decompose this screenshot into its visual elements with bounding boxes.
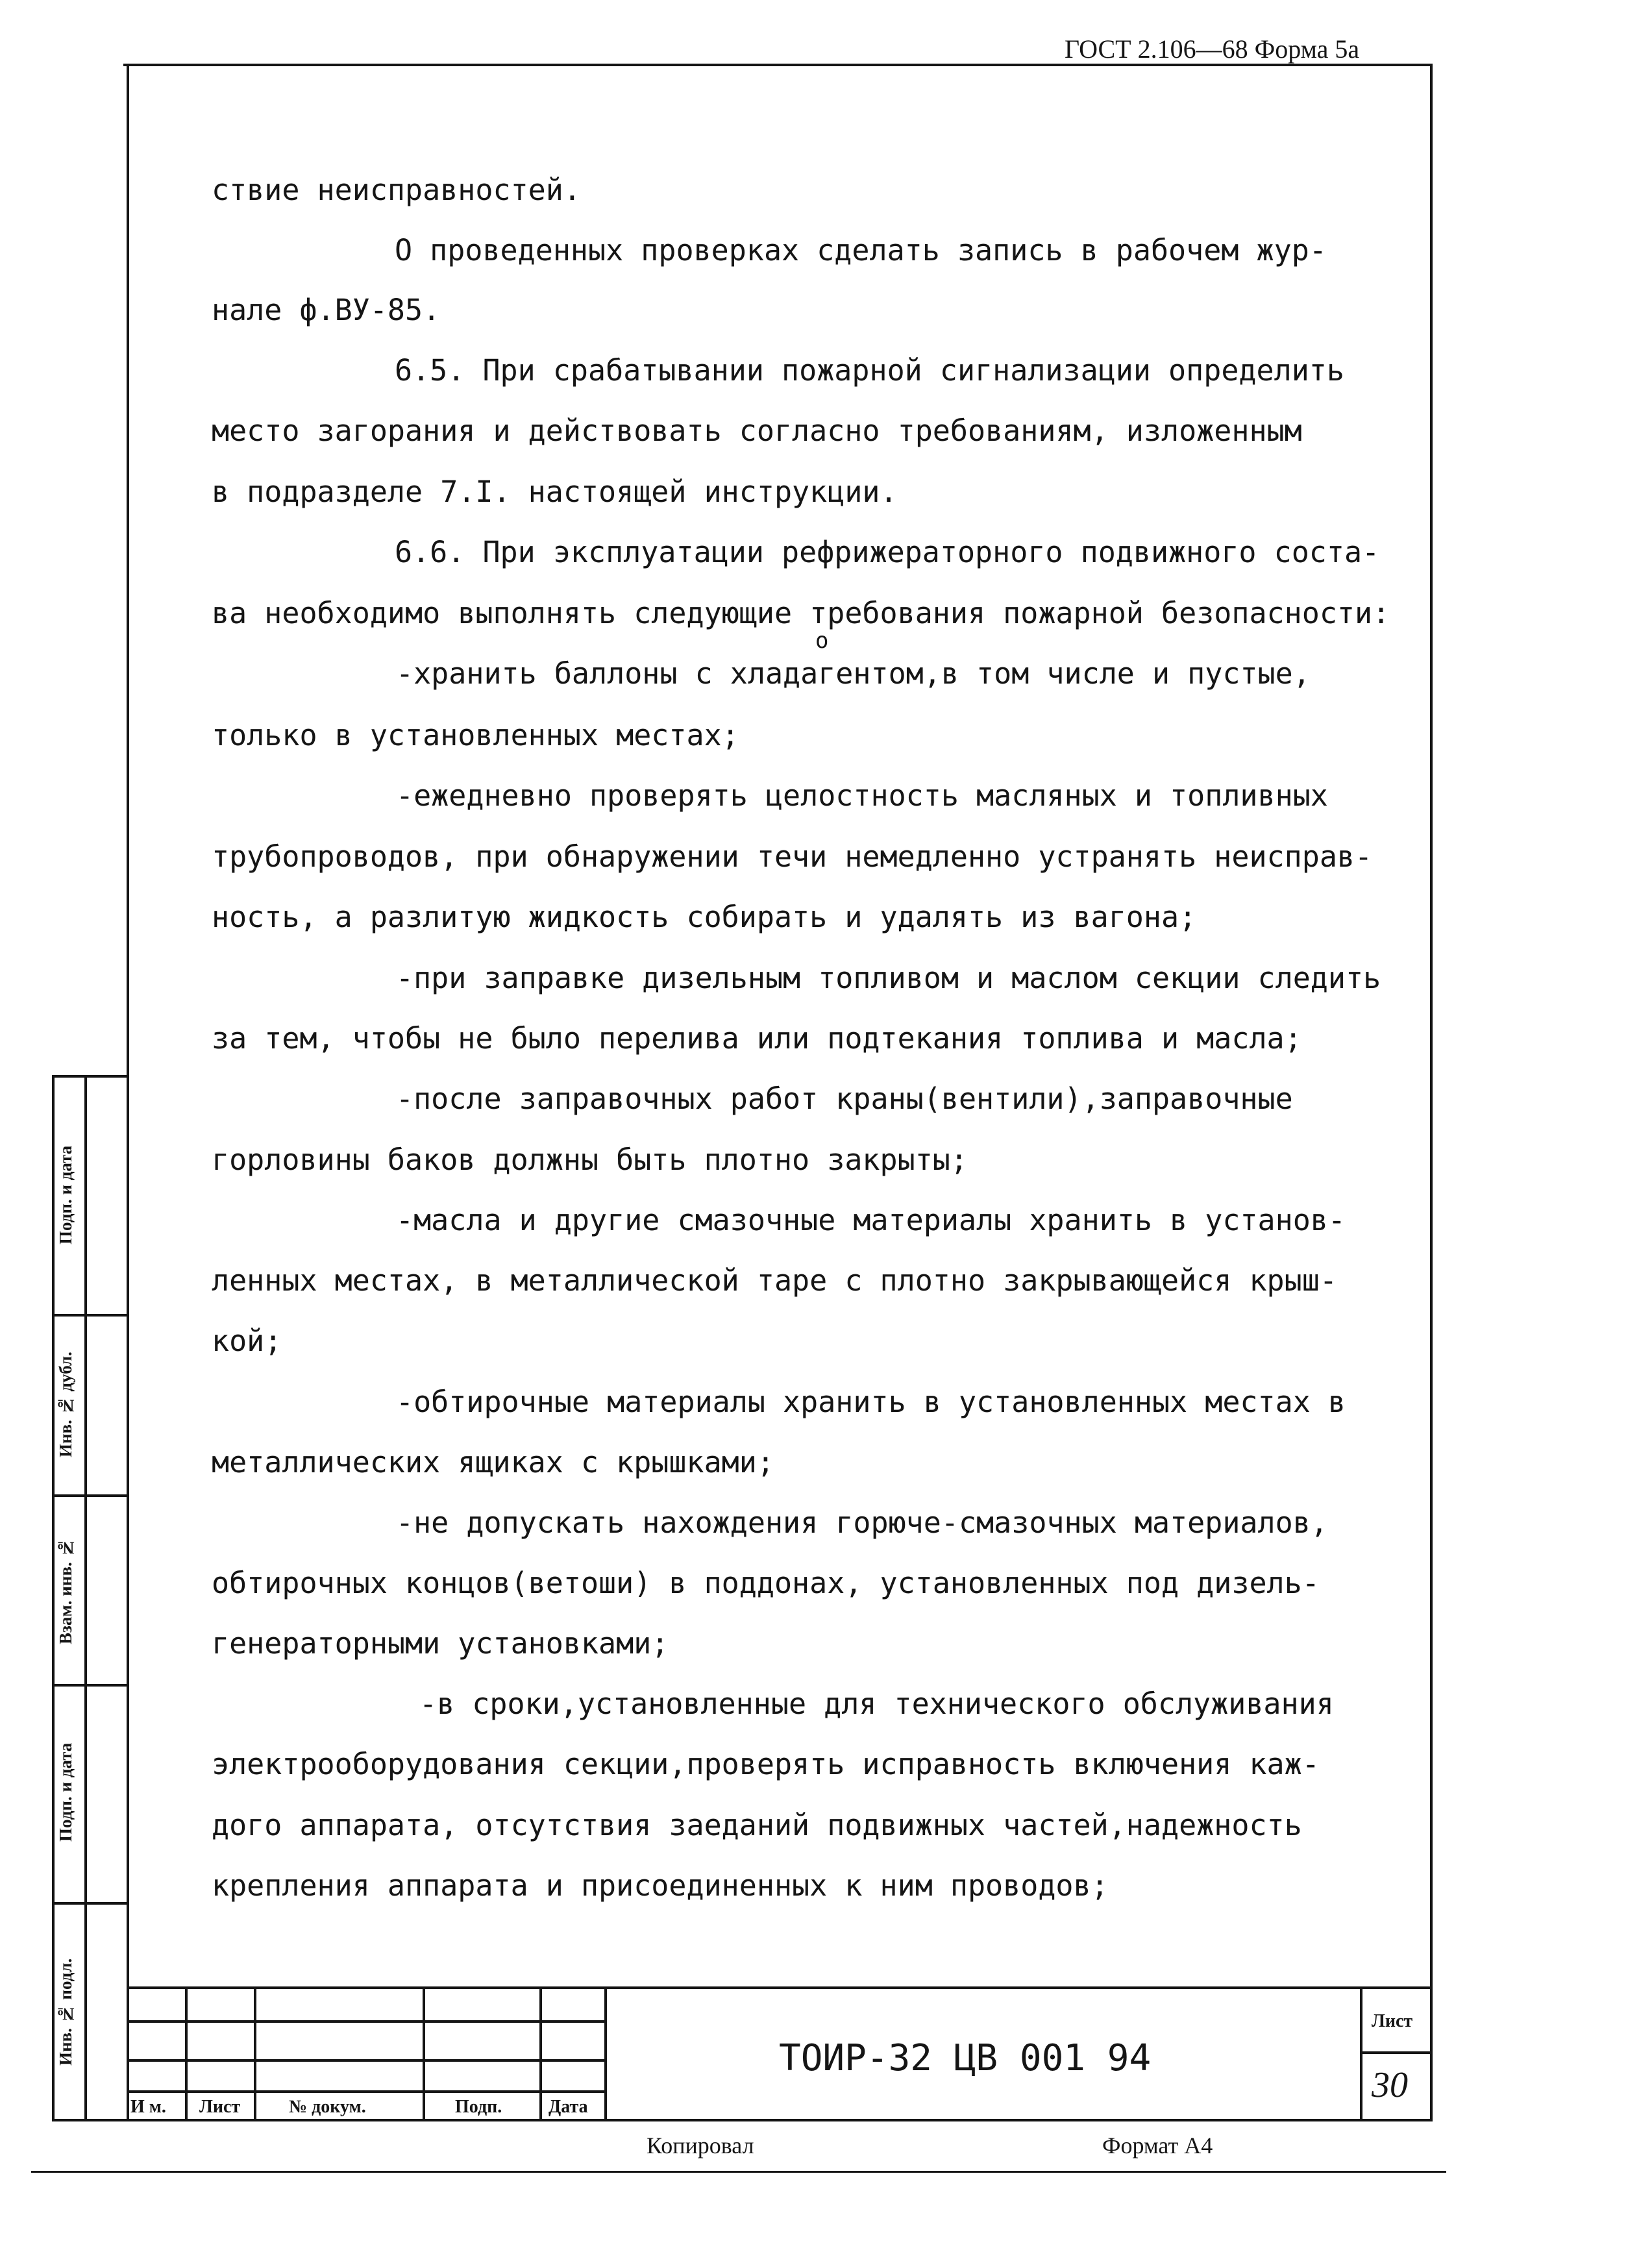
text-line: -хранить баллоны с хладагентом,в том числе и пустые, xyxy=(396,656,1311,691)
text-line: дого аппарата, отсутствия заеданий подвижных частей,надежность xyxy=(212,1808,1302,1842)
text-line: -при заправке дизельным топливом и маслом секции следить xyxy=(396,961,1381,995)
text-line: металлических ящиках с крышками; xyxy=(212,1445,774,1479)
text-line: электрооборудования секции,проверять исправность включения каж- xyxy=(212,1747,1320,1781)
col-list: Лист xyxy=(199,2097,241,2117)
copied-label: Копировал xyxy=(647,2133,754,2158)
side-stamp xyxy=(52,1075,128,2121)
text-line: кой; xyxy=(212,1324,282,1358)
col-izm: И м. xyxy=(130,2097,166,2117)
side-stamp-dup-inv: Инв. № дубл. xyxy=(56,1352,75,1457)
footer-rule xyxy=(31,2171,1446,2173)
sheet-label: Лист xyxy=(1372,2011,1413,2031)
col-doc-number: № докум. xyxy=(289,2097,366,2117)
correction-mark: о xyxy=(815,628,829,654)
frame-right-line xyxy=(1430,64,1433,2120)
text-line: нале ф.ВУ-85. xyxy=(212,293,441,327)
side-stamp-orig-inv: Инв. № подл. xyxy=(56,1958,75,2066)
text-line: ность, а разлитую жидкость собирать и удалять из вагона; xyxy=(212,900,1197,934)
text-line: 6.6. При эксплуатации рефрижераторного подвижного соста- xyxy=(395,535,1380,569)
text-line: -масла и другие смазочные материалы хранить в установ- xyxy=(396,1203,1346,1237)
text-line: -обтирочные материалы хранить в установленных местах в xyxy=(396,1385,1346,1419)
side-stamp-sign-date-2: Подп. и дата xyxy=(56,1145,75,1244)
col-signature: Подп. xyxy=(455,2097,502,2117)
text-line: трубопроводов, при обнаружении течи немедленно устранять неисправ- xyxy=(212,839,1373,874)
text-line: -не допускать нахождения горюче-смазочных материалов, xyxy=(396,1505,1328,1540)
text-line: -после заправочных работ краны(вентили),заправочные xyxy=(396,1082,1293,1116)
text-line: в подразделе 7.I. настоящей инструкции. xyxy=(212,475,898,509)
text-line: генераторными установками; xyxy=(212,1626,669,1661)
text-line: только в установленных местах; xyxy=(212,718,739,752)
col-date: Дата xyxy=(549,2097,588,2117)
text-line: 6.5. При срабатывании пожарной сигнализации определить xyxy=(395,353,1344,388)
text-line: за тем, чтобы не было перелива или подтекания топлива и масла; xyxy=(212,1021,1302,1056)
text-line: ва необходимо выполнять следующие требования пожарной безопасности: xyxy=(212,596,1390,630)
text-line: обтирочных концов(ветоши) в поддонах, установленных под дизель- xyxy=(212,1566,1320,1600)
text-line: ствие неисправностей. xyxy=(212,173,581,207)
text-line: О проведенных проверках сделать запись в рабочем жур- xyxy=(395,233,1327,267)
text-line: горловины баков должны быть плотно закрыты; xyxy=(212,1143,968,1177)
side-stamp-sign-date: Подп. и дата xyxy=(56,1742,75,1842)
text-line: -в сроки,установленные для технического обслуживания xyxy=(419,1687,1334,1721)
text-line: ленных местах, в металлической таре с плотно закрывающейся крыш- xyxy=(212,1263,1337,1298)
text-line: место загорания и действовать согласно требованиям, изложенным xyxy=(212,414,1302,448)
document-code: ТОИР-32 ЦВ 001 94 xyxy=(779,2037,1152,2079)
format-label: Формат А4 xyxy=(1102,2133,1213,2158)
frame-top-line xyxy=(123,64,1433,66)
title-block xyxy=(127,1986,1433,2121)
text-line: -ежедневно проверять целостность масляных и топливных xyxy=(396,778,1328,813)
form-reference: ГОСТ 2.106—68 Форма 5а xyxy=(1065,34,1360,64)
text-line: крепления аппарата и присоединенных к ним проводов; xyxy=(212,1868,1109,1903)
sheet-number: 30 xyxy=(1372,2065,1408,2105)
side-stamp-replace-inv: Взам. инв. № xyxy=(56,1538,75,1644)
